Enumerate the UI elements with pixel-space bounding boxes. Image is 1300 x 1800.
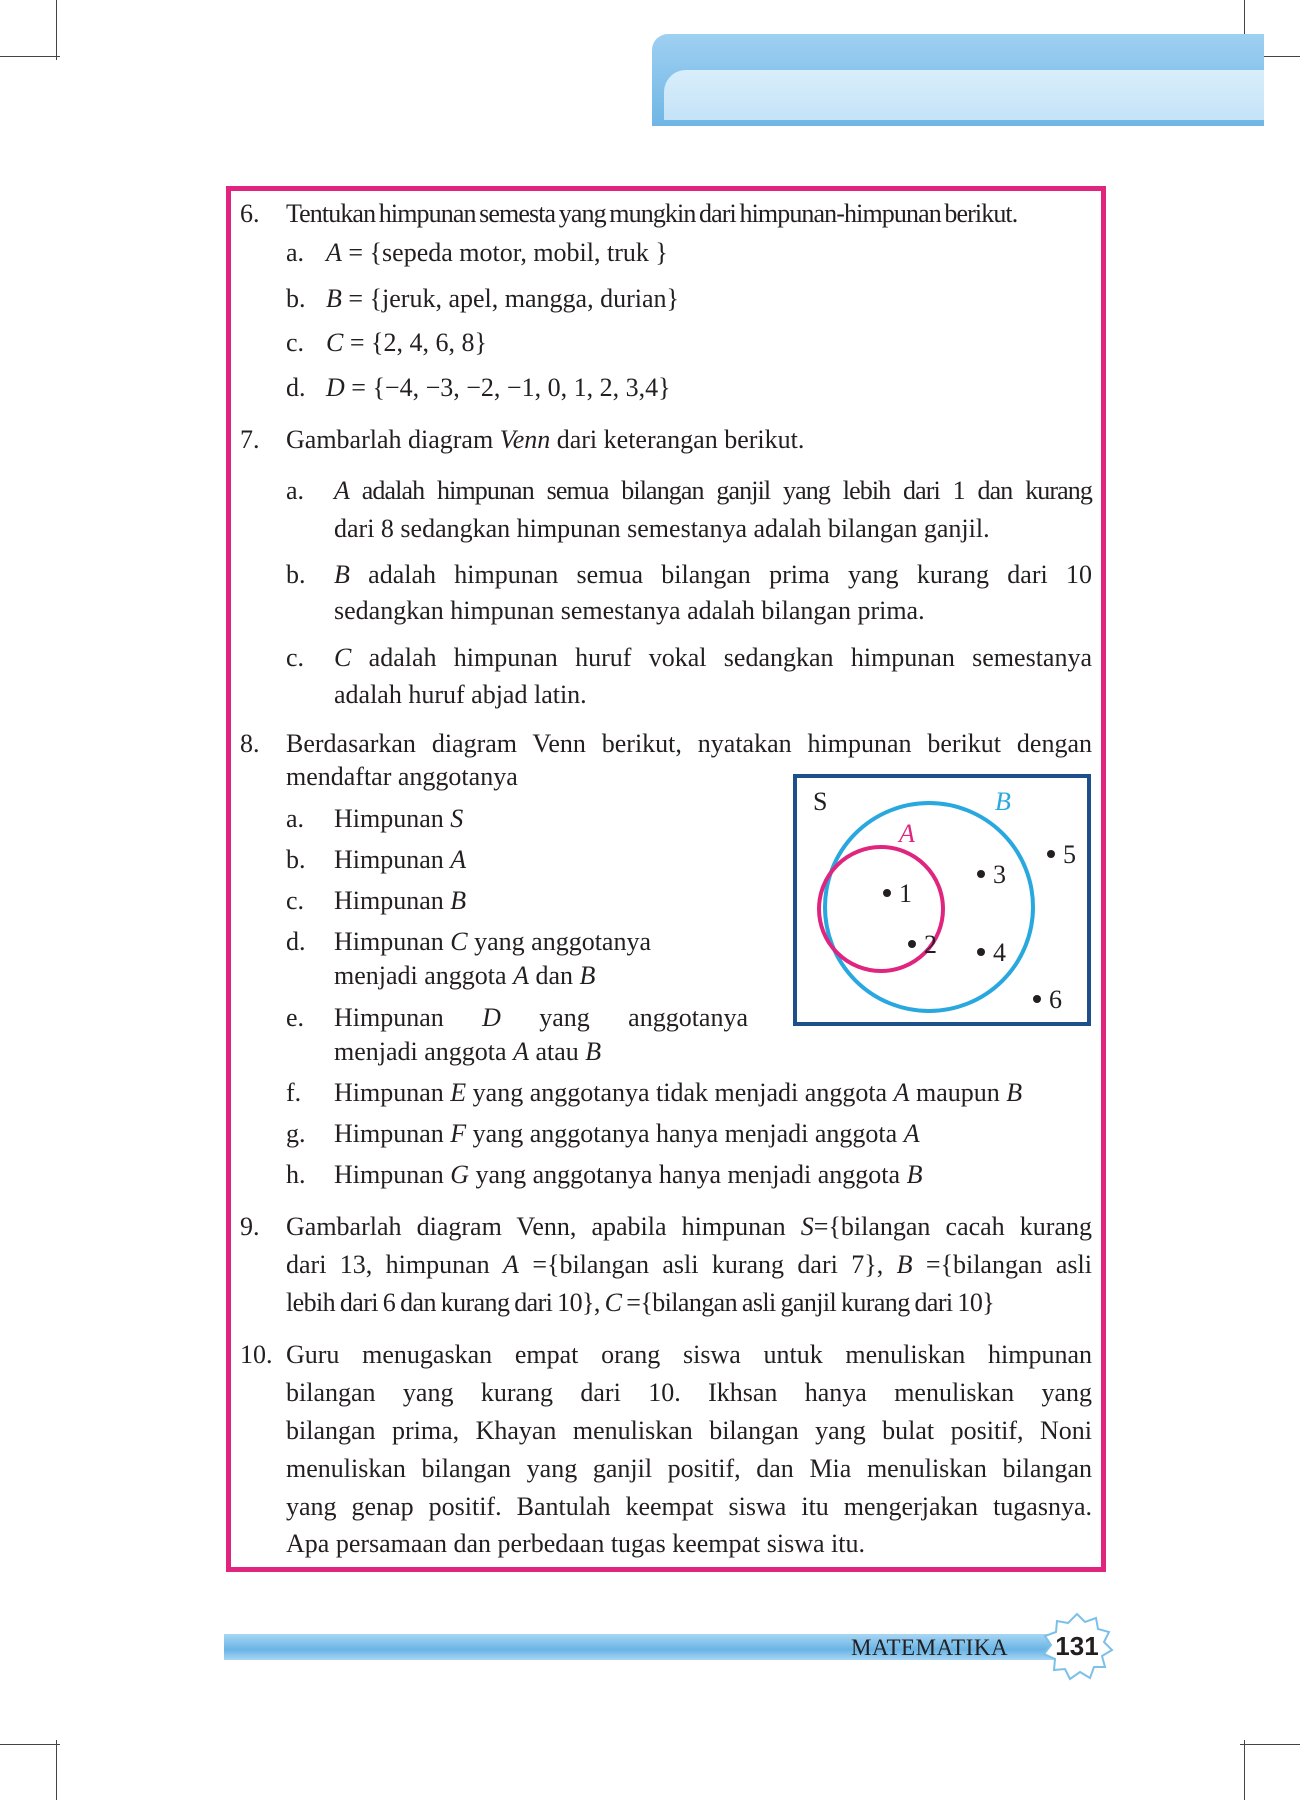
q8e-var: D [482, 1003, 501, 1032]
q6d-var: D [326, 373, 345, 402]
q10-line4: menuliskan bilangan yang ganjil positif, dan Mia menuliskan bilangan [286, 1454, 1092, 1483]
venn-element-5: 5 [1063, 840, 1076, 869]
q10-line5: yang genap positif. Bantulah keempat siswa itu mengerjakan tugasnya. [286, 1492, 1092, 1521]
q8e-line1 [334, 1002, 748, 1034]
q8-line2: mendaftar anggotanya [286, 762, 518, 791]
q10-line1: Guru menugaskan empat orang siswa untuk menuliskan himpunan [286, 1340, 1092, 1369]
q7b-l1: adalah himpunan semua bilangan prima yang kurang dari 10 [349, 560, 1092, 589]
q6b-label: b. [286, 284, 306, 313]
venn-element-1: 1 [899, 879, 912, 908]
q8e-l2-v2: B [585, 1037, 602, 1066]
q7c-l1: adalah himpunan huruf vokal sedangkan himpunan semestanya [351, 643, 1092, 672]
q6d-rest: = {−4, −3, −2, −1, 0, 1, 2, 3,4} [344, 373, 671, 402]
q8g-rest: yang anggotanya hanya menjadi anggota [466, 1119, 904, 1148]
crop-mark [1244, 1740, 1245, 1800]
q8d-l2-v2: B [579, 961, 596, 990]
q8g-var: F [450, 1119, 467, 1148]
q8h-var: G [450, 1160, 470, 1189]
q8f-mid: maupun [909, 1078, 1007, 1107]
q8-line1: Berdasarkan diagram Venn berikut, nyatakan himpunan berikut dengan [286, 729, 1092, 758]
q6a-text [326, 237, 668, 269]
q8b-text [334, 844, 466, 876]
venn-dot-6 [1033, 995, 1041, 1003]
footer-subject: MATEMATIKA [851, 1635, 1009, 1660]
q9-l3-a: lebih dari 6 dan kurang dari 10}, [286, 1288, 605, 1317]
q9-l2-v1: A [503, 1250, 519, 1279]
q7b-var: B [334, 560, 350, 589]
q7-stem-venn: Venn [499, 425, 551, 454]
q6-stem-text: Tentukan himpunan semesta yang mungkin dari himpunan-himpunan berikut. [286, 199, 1018, 228]
q9-line2 [286, 1249, 1092, 1281]
venn-set-b-circle [825, 803, 1033, 1011]
q8a-var: S [450, 804, 464, 833]
q7-number: 7. [240, 425, 260, 454]
q7-stem-pre: Gambarlah diagram [286, 425, 500, 454]
venn-dot-2 [908, 940, 916, 948]
q7c-line2: adalah huruf abjad latin. [334, 680, 587, 709]
q6-number: 6. [240, 199, 260, 228]
page-number: 131 [1055, 1631, 1099, 1661]
q6d-text [326, 372, 671, 404]
venn-dot-1 [883, 889, 891, 897]
q8h-label: h. [286, 1160, 306, 1189]
venn-label-b: B [995, 787, 1011, 816]
venn-label-s: S [813, 787, 828, 816]
q8f-label: f. [286, 1078, 302, 1107]
q8d-line1 [334, 926, 651, 958]
q6c-text [326, 327, 487, 359]
q6b-rest: = {jeruk, apel, mangga, durian} [341, 284, 679, 313]
q9-l2-a: dari 13, himpunan [286, 1250, 504, 1279]
q6d-label: d. [286, 373, 306, 402]
q8a-text [334, 803, 463, 835]
crop-mark [0, 56, 60, 57]
q8g-label: g. [286, 1119, 306, 1148]
q7a-var: A [334, 476, 349, 505]
q8e-l2-pre: menjadi anggota [334, 1037, 514, 1066]
q9-l2-c: ={bilangan asli [912, 1250, 1092, 1279]
q8a-label: a. [286, 804, 305, 833]
q7a-l1: adalah himpunan semua bilangan ganjil yang lebih dari 1 dan kurang [348, 476, 1092, 505]
q8d-label: d. [286, 927, 306, 956]
q9-l1-b: ={bilangan cacah kurang [813, 1212, 1092, 1241]
q8e-rest1: yang [539, 1003, 590, 1032]
q10-number: 10. [240, 1340, 273, 1369]
q8f-word: Himpunan [334, 1078, 444, 1107]
q8h-v1: B [906, 1160, 923, 1189]
q8e-label: e. [286, 1003, 305, 1032]
q9-l1-v: S [800, 1212, 814, 1241]
venn-dot-4 [977, 948, 985, 956]
q8d-l2-mid: dan [528, 961, 580, 990]
q6c-rest: = {2, 4, 6, 8} [343, 328, 487, 357]
q8c-text [334, 885, 466, 917]
q8e-line2 [334, 1036, 601, 1068]
q8b-word: Himpunan [334, 845, 444, 874]
q7c-label: c. [286, 643, 305, 672]
crop-mark [56, 1740, 57, 1800]
q7b-label: b. [286, 560, 306, 589]
q8h-rest: yang anggotanya hanya menjadi anggota [469, 1160, 907, 1189]
venn-diagram [793, 774, 1091, 1026]
q10-line6: Apa persamaan dan perbedaan tugas keempat siswa itu. [286, 1529, 866, 1558]
q8e-l2-mid: atau [528, 1037, 586, 1066]
q8f-text [334, 1077, 1022, 1109]
q8e-l2-v1: A [513, 1037, 529, 1066]
q8f-v2: B [1006, 1078, 1023, 1107]
q9-line3 [286, 1287, 994, 1319]
q9-line1 [286, 1211, 1092, 1243]
q8c-var: B [450, 886, 467, 915]
q7b-line2: sedangkan himpunan semestanya adalah bilangan prima. [334, 596, 925, 625]
q9-l3-v: C [604, 1288, 622, 1317]
q8-number: 8. [240, 729, 260, 758]
crop-mark [56, 0, 57, 60]
q6c-var: C [326, 328, 344, 357]
q7b-line1 [334, 559, 1092, 591]
q8d-l2-v1: A [513, 961, 529, 990]
venn-dot-3 [977, 870, 985, 878]
crop-mark [0, 1744, 60, 1745]
q8g-v1: A [903, 1119, 920, 1148]
q8c-word: Himpunan [334, 886, 444, 915]
venn-element-3: 3 [993, 860, 1006, 889]
q8d-l2-pre: menjadi anggota [334, 961, 514, 990]
q8b-label: b. [286, 845, 306, 874]
crop-mark [1240, 1744, 1300, 1745]
q6a-var: A [326, 238, 342, 267]
q8h-word: Himpunan [334, 1160, 444, 1189]
q7a-label: a. [286, 476, 305, 505]
q8f-v1: A [893, 1078, 910, 1107]
header-tab-inner [664, 70, 1264, 120]
q8d-word: Himpunan [334, 927, 444, 956]
q9-l2-v2: B [896, 1250, 913, 1279]
q8b-var: A [450, 845, 467, 874]
q9-l1-a: Gambarlah diagram Venn, apabila himpunan [286, 1212, 801, 1241]
venn-element-4: 4 [993, 938, 1006, 967]
q8e-word: Himpunan [334, 1003, 444, 1032]
q7-stem [286, 424, 804, 456]
q8e-rest1b: anggotanya [628, 1003, 749, 1032]
q6c-label: c. [286, 328, 305, 357]
q8a-word: Himpunan [334, 804, 444, 833]
q8g-word: Himpunan [334, 1119, 444, 1148]
q6a-rest: = {sepeda motor, mobil, truk } [341, 238, 668, 267]
q9-l3-b: ={bilangan asli ganjil kurang dari 10} [621, 1288, 995, 1317]
q9-l2-b: ={bilangan asli kurang dari 7}, [518, 1250, 897, 1279]
q6b-var: B [326, 284, 342, 313]
venn-element-6: 6 [1049, 985, 1062, 1014]
venn-label-a: A [899, 819, 915, 848]
q9-number: 9. [240, 1212, 260, 1241]
q10-line3: bilangan prima, Khayan menuliskan bilangan yang bulat positif, Noni [286, 1416, 1092, 1445]
q8f-var: E [450, 1078, 467, 1107]
q7-stem-post: dari keterangan berikut. [550, 425, 805, 454]
venn-element-2: 2 [924, 930, 937, 959]
q7a-line2: dari 8 sedangkan himpunan semestanya adalah bilangan ganjil. [334, 514, 990, 543]
q8g-text [334, 1118, 920, 1150]
q7c-var: C [334, 643, 352, 672]
q8f-rest: yang anggotanya tidak menjadi anggota [466, 1078, 894, 1107]
q7c-line1 [334, 642, 1092, 674]
venn-dot-5 [1047, 850, 1055, 858]
q8d-var: C [450, 927, 468, 956]
q7a-line1 [334, 475, 1092, 507]
q8h-text [334, 1159, 922, 1191]
q6-stem [286, 198, 1017, 230]
q8c-label: c. [286, 886, 305, 915]
q8d-rest1: yang anggotanya [467, 927, 651, 956]
q8d-line2 [334, 960, 595, 992]
q10-line2: bilangan yang kurang dari 10. Ikhsan hanya menuliskan yang [286, 1378, 1092, 1407]
q6a-label: a. [286, 238, 305, 267]
q6b-text [326, 283, 679, 315]
